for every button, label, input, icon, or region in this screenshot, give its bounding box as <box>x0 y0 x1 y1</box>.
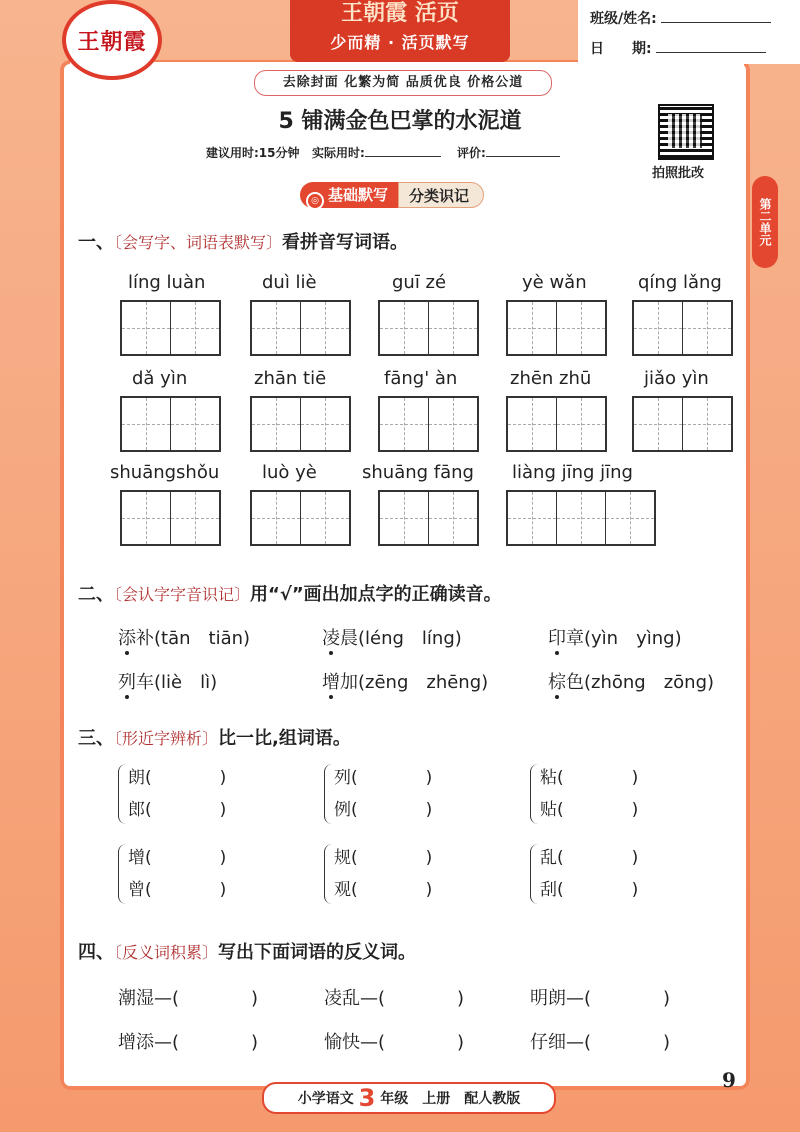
class-name-label: 班级/姓名: <box>590 11 657 27</box>
brace-icon <box>530 764 539 824</box>
pinyin-label: yè wǎn <box>522 272 587 293</box>
char-boxes[interactable] <box>250 396 351 452</box>
char-boxes[interactable] <box>506 490 656 546</box>
char-boxes[interactable] <box>250 490 351 546</box>
footer-edition: 年级 上册 配人教版 <box>380 1091 521 1107</box>
actual-time-label: 实际用时: <box>312 146 365 160</box>
section-instruction: 用“√”画出加点字的正确读音。 <box>250 584 502 605</box>
section-tag: 〔反义词积累〕 <box>114 943 219 962</box>
antonym-item[interactable]: 愉快—( ) <box>324 1032 465 1053</box>
char-boxes[interactable] <box>506 300 607 356</box>
pair-item: 曾( ) <box>128 880 227 900</box>
class-name-field[interactable] <box>661 10 771 23</box>
word-pair[interactable] <box>128 762 226 826</box>
char-boxes[interactable] <box>378 300 479 356</box>
slogan: 去除封面 化繁为简 品质优良 价格公道 <box>254 70 552 96</box>
pinyin-label: jiǎo yìn <box>644 368 709 389</box>
pinyin-label: zhēn zhū <box>510 368 592 389</box>
pair-item: 乱( ) <box>540 848 639 868</box>
dotted-char: 增 <box>322 672 340 693</box>
pair-item: 例( ) <box>334 800 433 820</box>
footer-subject: 小学语文 <box>297 1091 354 1107</box>
qr-label: 拍照批改 <box>652 166 705 181</box>
pinyin-label: shuāngshǒu <box>110 462 220 483</box>
pronunciation-item[interactable] <box>322 668 488 694</box>
suggested-time: 建议用时:15分钟 <box>206 146 300 160</box>
unit-tab: 第二单元 <box>752 176 778 268</box>
dotted-char: 列 <box>118 672 136 693</box>
footer-grade-number: 3 <box>358 1084 376 1112</box>
section-tag: 〔会写字、词语表默写〕 <box>114 233 283 252</box>
tab-bar <box>300 182 484 208</box>
section-tag: 〔会认字字音识记〕 <box>114 585 251 604</box>
char-boxes[interactable] <box>632 396 733 452</box>
pronunciation-options: 色(zhōng zōng) <box>566 672 715 693</box>
section-3-heading <box>78 724 351 750</box>
pair-item: 规( ) <box>334 848 433 868</box>
pinyin-label: zhān tiē <box>254 368 327 389</box>
section-instruction: 写出下面词语的反义词。 <box>218 942 417 963</box>
brace-icon <box>118 844 127 904</box>
char-boxes[interactable] <box>378 490 479 546</box>
char-boxes[interactable] <box>378 396 479 452</box>
pronunciation-options: 加(zēng zhēng) <box>340 672 489 693</box>
char-boxes[interactable] <box>120 300 221 356</box>
pinyin-label: liàng jīng jīng <box>512 462 633 483</box>
pair-item: 贴( ) <box>540 800 639 820</box>
word-pair[interactable] <box>540 762 638 826</box>
section-1-heading <box>78 228 408 254</box>
section-number: 二、 <box>78 584 114 605</box>
page-number: 9 <box>722 1068 736 1092</box>
pinyin-label: shuāng fāng <box>362 462 474 483</box>
word-pair[interactable] <box>334 842 432 906</box>
section-number: 一、 <box>78 232 114 253</box>
dotted-char: 凌 <box>322 628 340 649</box>
section-instruction: 看拼音写词语。 <box>282 232 409 253</box>
date-row <box>590 38 766 58</box>
brand-subtitle: 少而精 · 活页默写 <box>330 33 470 52</box>
tab-category[interactable] <box>398 182 484 208</box>
pronunciation-item[interactable] <box>118 624 250 650</box>
pair-item: 粘( ) <box>540 768 639 788</box>
char-boxes[interactable] <box>250 300 351 356</box>
section-4-heading <box>78 938 416 964</box>
antonym-item[interactable]: 潮湿—( ) <box>118 988 259 1009</box>
worksheet-paper <box>70 62 744 1082</box>
qr-code[interactable] <box>658 104 714 160</box>
section-number: 四、 <box>78 942 114 963</box>
pair-item: 郎( ) <box>128 800 227 820</box>
pinyin-label: fāng' àn <box>384 368 458 389</box>
section-tag: 〔形近字辨析〕 <box>114 729 219 748</box>
pinyin-label: luò yè <box>262 462 317 483</box>
char-boxes[interactable] <box>506 396 607 452</box>
pronunciation-item[interactable] <box>548 668 714 694</box>
target-icon: ◎ <box>306 192 324 210</box>
char-boxes[interactable] <box>632 300 733 356</box>
brace-icon <box>118 764 127 824</box>
section-number: 三、 <box>78 728 114 749</box>
class-name-row <box>590 8 771 28</box>
pinyin-label: líng luàn <box>128 272 206 293</box>
pair-item: 刮( ) <box>540 880 639 900</box>
pinyin-label: duì liè <box>262 272 317 293</box>
section-instruction: 比一比,组词语。 <box>218 728 351 749</box>
word-pair[interactable] <box>128 842 226 906</box>
brand-logo <box>62 0 162 80</box>
pinyin-label: guī zé <box>392 272 447 293</box>
pinyin-label: qíng lǎng <box>638 272 722 293</box>
page-title: 5 铺满金色巴掌的水泥道 <box>278 109 522 134</box>
pair-item: 朗( ) <box>128 768 227 788</box>
pronunciation-item[interactable] <box>548 624 682 650</box>
brace-icon <box>324 764 333 824</box>
brand-title: 王朝霞 活页 <box>341 1 459 26</box>
antonym-item[interactable]: 仔细—( ) <box>530 1032 671 1053</box>
actual-time-field[interactable] <box>365 146 441 157</box>
pronunciation-item[interactable] <box>322 624 462 650</box>
time-meta <box>206 144 560 161</box>
dotted-char: 添 <box>118 628 136 649</box>
char-boxes[interactable] <box>120 490 221 546</box>
date-label: 日 期: <box>590 41 652 57</box>
pronunciation-options: 补(tān tiān) <box>136 628 251 649</box>
pronunciation-options: 晨(léng líng) <box>340 628 462 649</box>
pair-item: 观( ) <box>334 880 433 900</box>
section-2-heading <box>78 580 502 606</box>
evaluation-field[interactable] <box>486 146 560 157</box>
antonym-item[interactable]: 增添—( ) <box>118 1032 259 1053</box>
logo-text: 王朝霞 <box>77 28 147 55</box>
date-field[interactable] <box>656 40 766 53</box>
char-boxes[interactable] <box>120 396 221 452</box>
footer-badge <box>262 1082 556 1114</box>
brace-icon <box>324 844 333 904</box>
word-pair[interactable] <box>334 762 432 826</box>
name-date-box <box>578 0 800 64</box>
header-banner <box>290 0 510 62</box>
pinyin-label: dǎ yìn <box>132 368 188 389</box>
tab-basic-dictation[interactable] <box>300 182 398 208</box>
pair-item: 列( ) <box>334 768 433 788</box>
evaluation-label: 评价: <box>457 146 486 160</box>
brace-icon <box>530 844 539 904</box>
pronunciation-options: 章(yìn yìng) <box>566 628 682 649</box>
tab-category-label: 分类识记 <box>409 187 470 205</box>
dotted-char: 印 <box>548 628 566 649</box>
tab-basic-label: 基础默写 <box>328 186 389 204</box>
pair-item: 增( ) <box>128 848 227 868</box>
antonym-item[interactable]: 明朗—( ) <box>530 988 671 1009</box>
pronunciation-options: 车(liè lì) <box>136 672 218 693</box>
word-pair[interactable] <box>540 842 638 906</box>
dotted-char: 棕 <box>548 672 566 693</box>
pronunciation-item[interactable] <box>118 668 217 694</box>
antonym-item[interactable]: 凌乱—( ) <box>324 988 465 1009</box>
